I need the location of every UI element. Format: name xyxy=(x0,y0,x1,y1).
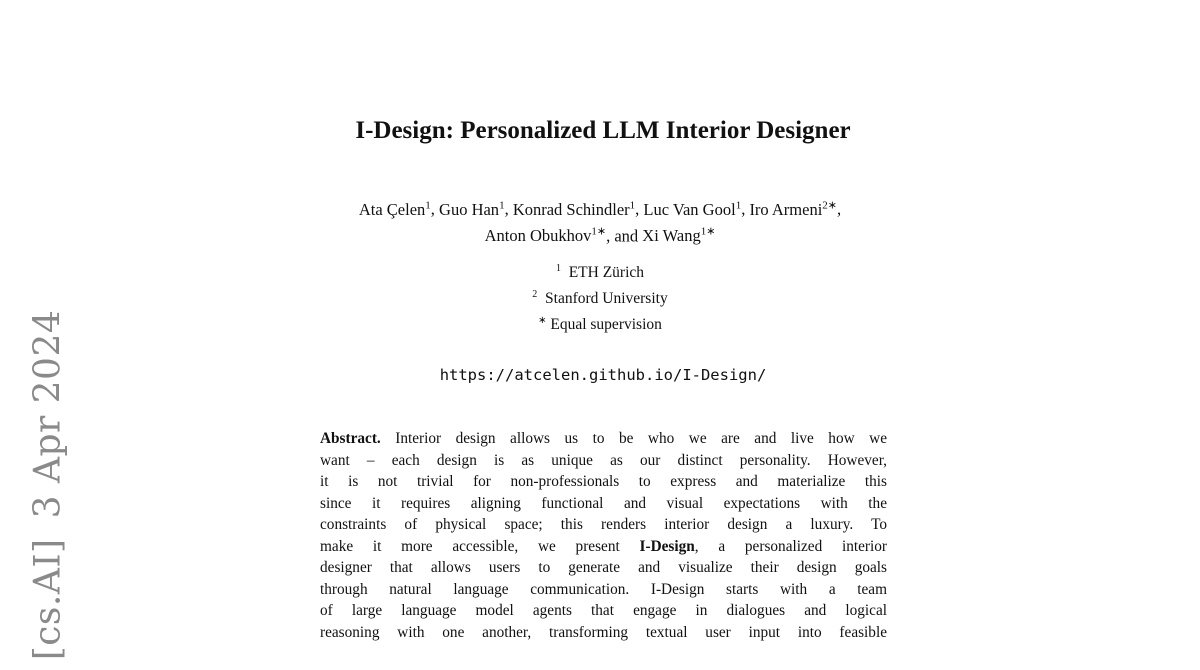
author: Iro Armeni$^{2∗}$ xyxy=(749,199,838,219)
abstract-line: want – each design is as unique as our distinct personality. However, xyxy=(320,451,887,469)
arxiv-category: [cs.AI] xyxy=(27,538,69,661)
project-url-link[interactable]: https://atcelen.github.io/I-Design/ xyxy=(439,366,767,384)
affiliation-list xyxy=(0,258,1200,336)
author: Ata Çelen$^1$ xyxy=(358,199,431,219)
abstract xyxy=(320,428,887,643)
author: Guo Han$^1$ xyxy=(439,199,505,219)
system-name: I-Design xyxy=(639,537,695,555)
author: Anton Obukhov$^{1∗}$ xyxy=(484,225,607,245)
author-conjunction: and xyxy=(614,226,639,245)
author: Luc Van Gool$^1$ xyxy=(643,199,742,219)
abstract-line: Abstract. Interior design allows us to be who we are and live how we xyxy=(320,430,887,447)
author: Xi Wang$^{1∗}$ xyxy=(642,225,716,245)
abstract-line: reasoning with one another, transforming textual user input into feasible xyxy=(320,623,887,641)
author: Konrad Schindler$^1$ xyxy=(512,199,636,219)
affiliation: ∗ Equal supervision xyxy=(538,315,662,334)
arxiv-date: 3 Apr 2024 xyxy=(27,309,69,519)
abstract-line: through natural language communication. I-Design starts with a team xyxy=(320,580,887,598)
abstract-label: Abstract. xyxy=(320,430,381,447)
abstract-line: designer that allows users to generate and visualize their design goals xyxy=(320,559,887,576)
abstract-line: since it requires aligning functional and visual expectations with the xyxy=(320,494,887,512)
abstract-line: make it more accessible, we present I-Design, a personalized interior xyxy=(320,537,887,555)
author-list: Ata Çelen$^1$, Guo Han$^1$, Konrad Schindler$^1$, Luc Van Gool$^1$, Iro Armeni$^{2∗}$, Anton Obukhov$^{1∗}$, and Xi Wang$^{1∗}$ xyxy=(358,199,842,245)
abstract-line: constraints of physical space; this renders interior design a luxury. To xyxy=(320,516,887,533)
paper-title: I-Design: Personalized LLM Interior Designer xyxy=(355,117,851,144)
abstract-line: it is not trivial for non-professionals to express and materialize this xyxy=(320,473,887,490)
affiliation: $^2$ Stanford University xyxy=(532,289,668,308)
affiliation: $^1$ ETH Zürich xyxy=(555,263,645,282)
abstract-line: of large language model agents that engage in dialogues and logical xyxy=(320,602,887,619)
